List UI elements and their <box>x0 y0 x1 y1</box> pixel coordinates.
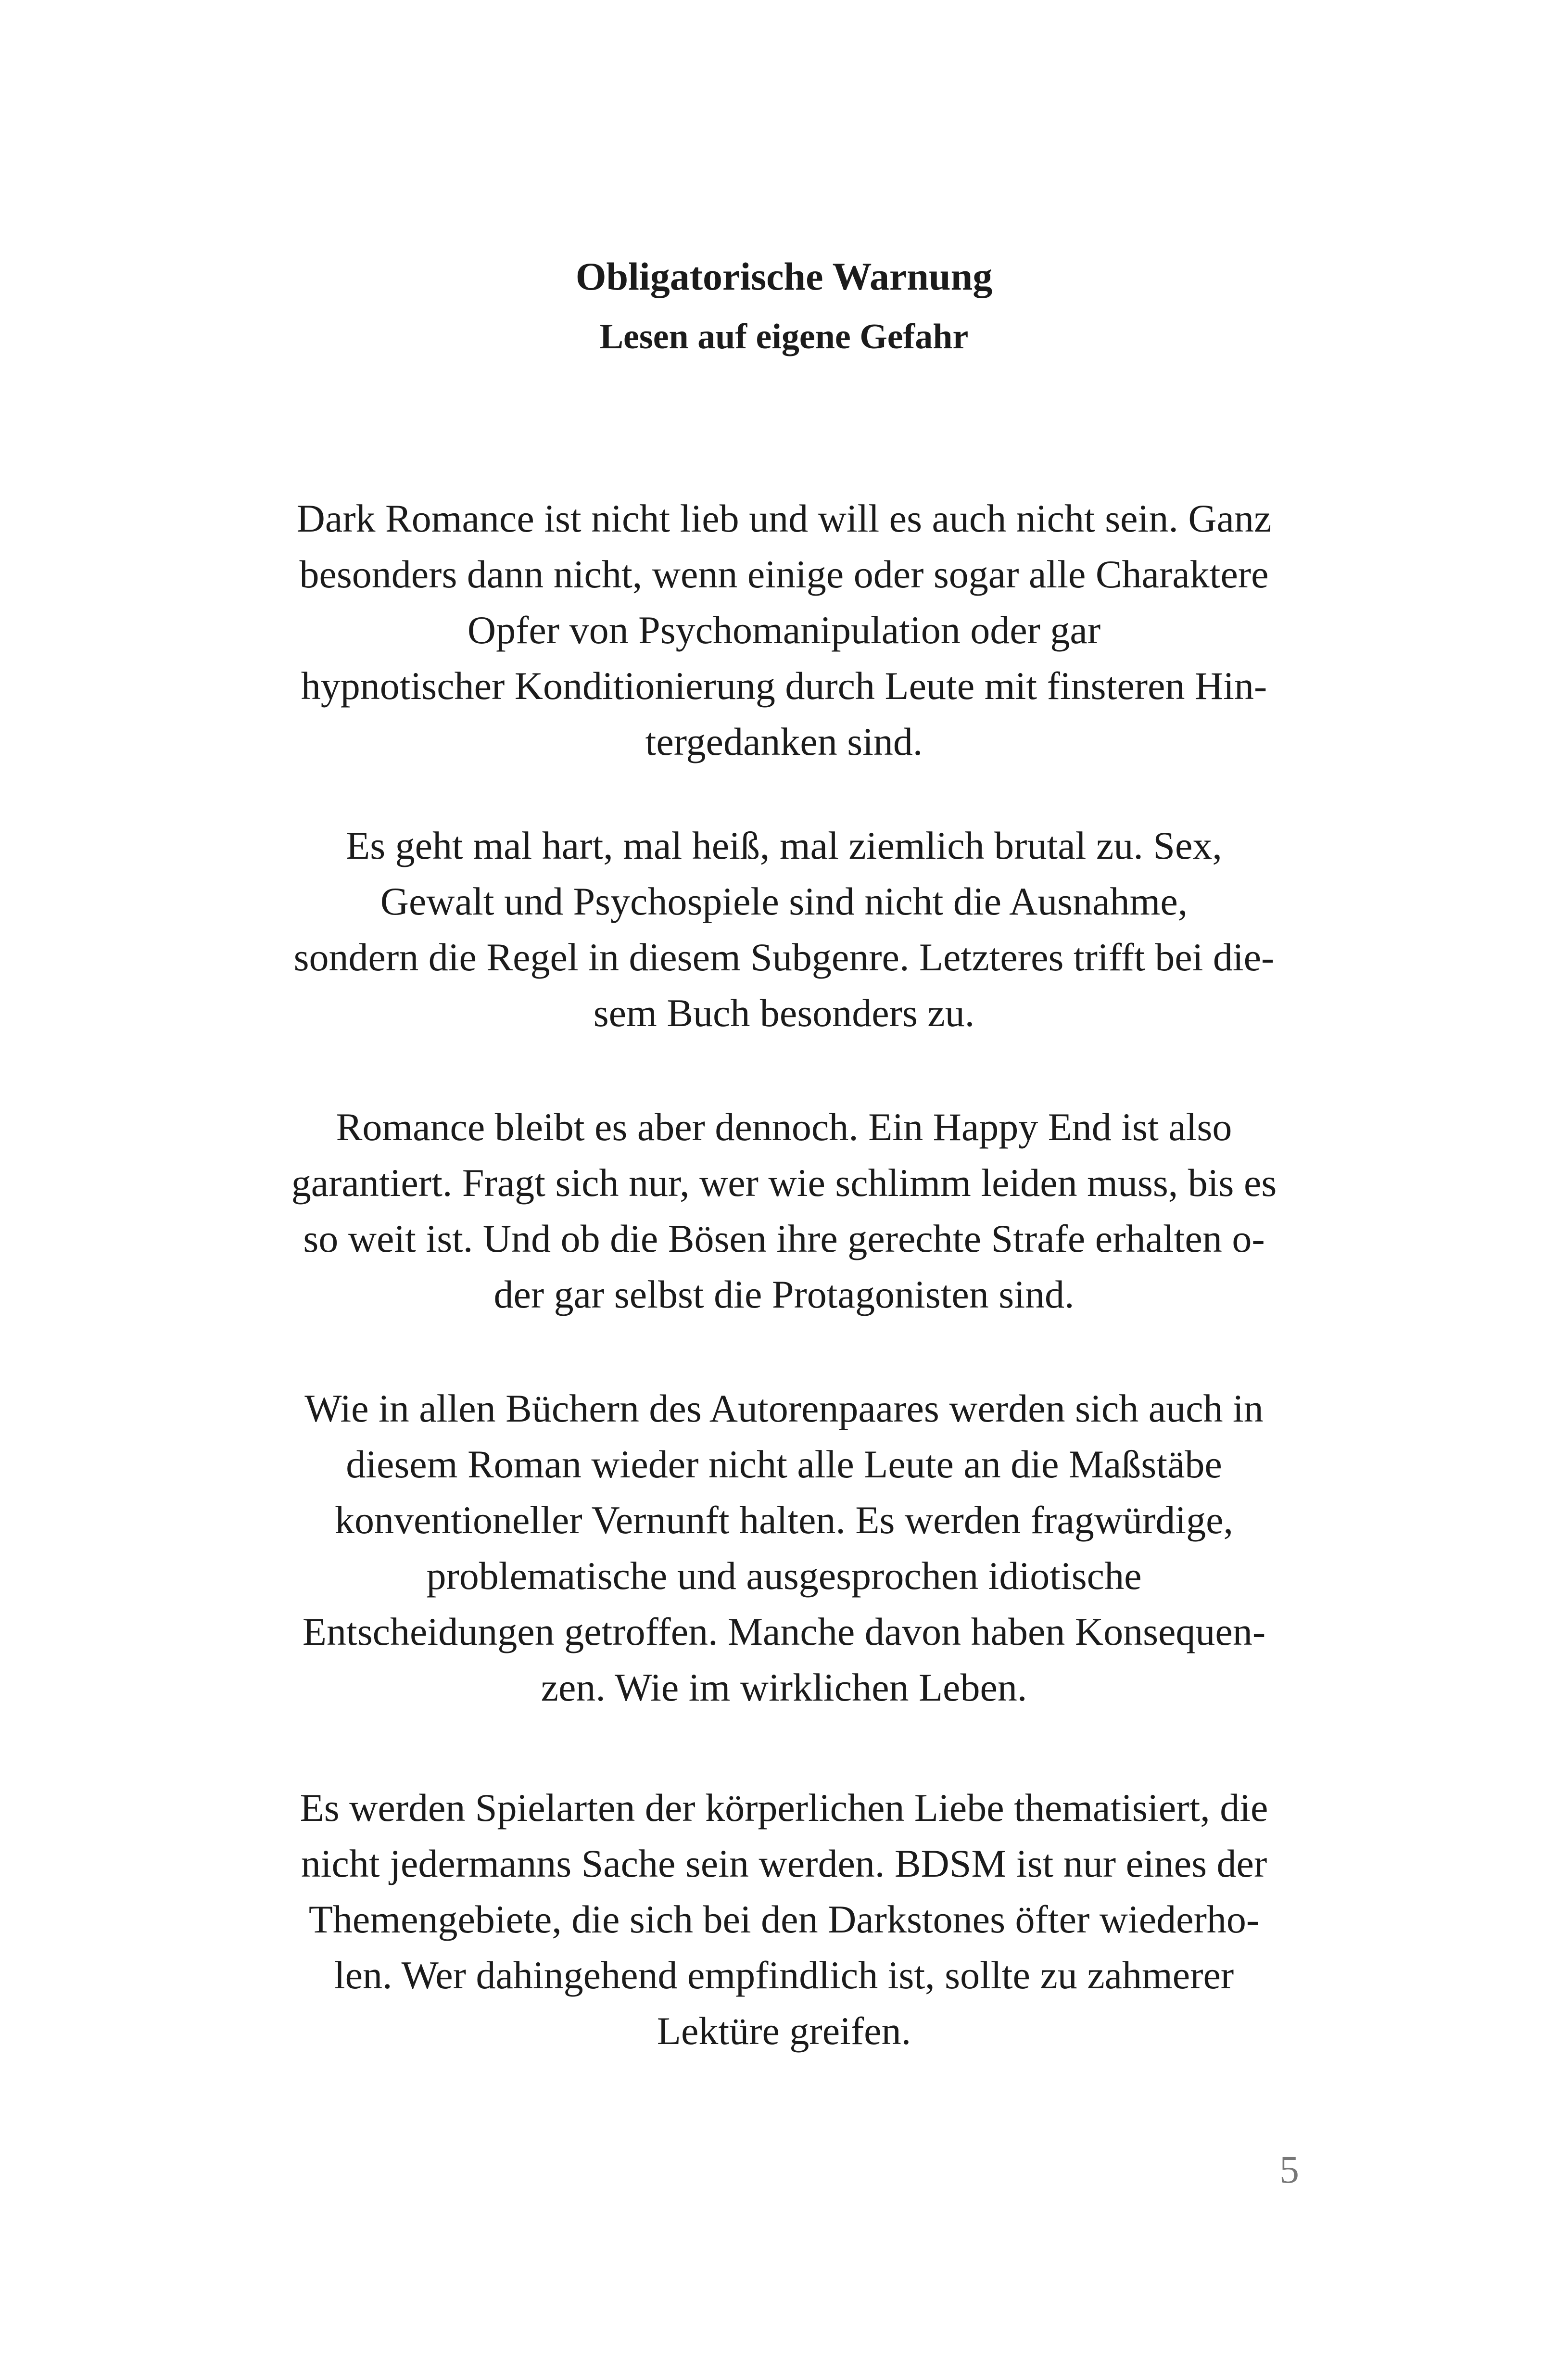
paragraph-3 <box>250 1099 1318 1322</box>
paragraph-5 <box>250 1780 1318 2059</box>
paragraph-4 <box>250 1381 1318 1716</box>
text-line: zen. Wie im wirklichen Leben. <box>541 1665 1027 1709</box>
text-line: Lektüre greifen. <box>657 2009 911 2053</box>
text-line: Gewalt und Psychospiele sind nicht die Ausnahme, <box>380 879 1188 923</box>
page-subtitle: Lesen auf eigene Gefahr <box>599 317 969 356</box>
text-line: Entscheidungen getroffen. Manche davon haben Konsequen- <box>302 1610 1266 1653</box>
text-line: Romance bleibt es aber dennoch. Ein Happy End ist also <box>336 1105 1232 1149</box>
text-line: Dark Romance ist nicht lieb und will es auch nicht sein. Ganz <box>296 496 1272 540</box>
text-line: Opfer von Psychomanipulation oder gar <box>467 608 1101 652</box>
text-line: besonders dann nicht, wenn einige oder sogar alle Charaktere <box>299 552 1269 596</box>
text-line: Themengebiete, die sich bei den Darkstones öfter wiederho- <box>308 1897 1260 1941</box>
text-line: der gar selbst die Protagonisten sind. <box>493 1272 1075 1316</box>
page-number: 5 <box>1279 2148 1299 2191</box>
text-line: tergedanken sind. <box>645 720 923 763</box>
paragraph-1 <box>250 491 1318 770</box>
text-line: sem Buch besonders zu. <box>593 991 975 1035</box>
text-line: sondern die Regel in diesem Subgenre. Letzteres trifft bei die- <box>293 935 1275 979</box>
text-line: Es geht mal hart, mal heiß, mal ziemlich brutal zu. Sex, <box>346 824 1222 867</box>
text-line: so weit ist. Und ob die Bösen ihre gerechte Strafe erhalten o- <box>303 1217 1265 1260</box>
text-line: garantiert. Fragt sich nur, wer wie schlimm leiden muss, bis es <box>291 1161 1277 1205</box>
text-line: Es werden Spielarten der körperlichen Liebe thematisiert, die <box>300 1786 1268 1830</box>
text-line: diesem Roman wieder nicht alle Leute an die Maßstäbe <box>346 1442 1222 1486</box>
text-line: hypnotischer Konditionierung durch Leute mit finsteren Hin- <box>301 664 1267 708</box>
text-line: len. Wer dahingehend empfindlich ist, sollte zu zahmerer <box>334 1953 1234 1997</box>
text-line: nicht jedermanns Sache sein werden. BDSM ist nur eines der <box>301 1842 1267 1885</box>
text-line: Wie in allen Büchern des Autorenpaares werden sich auch in <box>304 1386 1264 1430</box>
text-line: konventioneller Vernunft halten. Es werden fragwürdige, <box>335 1498 1233 1542</box>
text-line: problematische und ausgesprochen idiotische <box>426 1554 1142 1598</box>
paragraph-2 <box>250 818 1318 1041</box>
page-title: Obligatorische Warnung <box>575 254 993 298</box>
